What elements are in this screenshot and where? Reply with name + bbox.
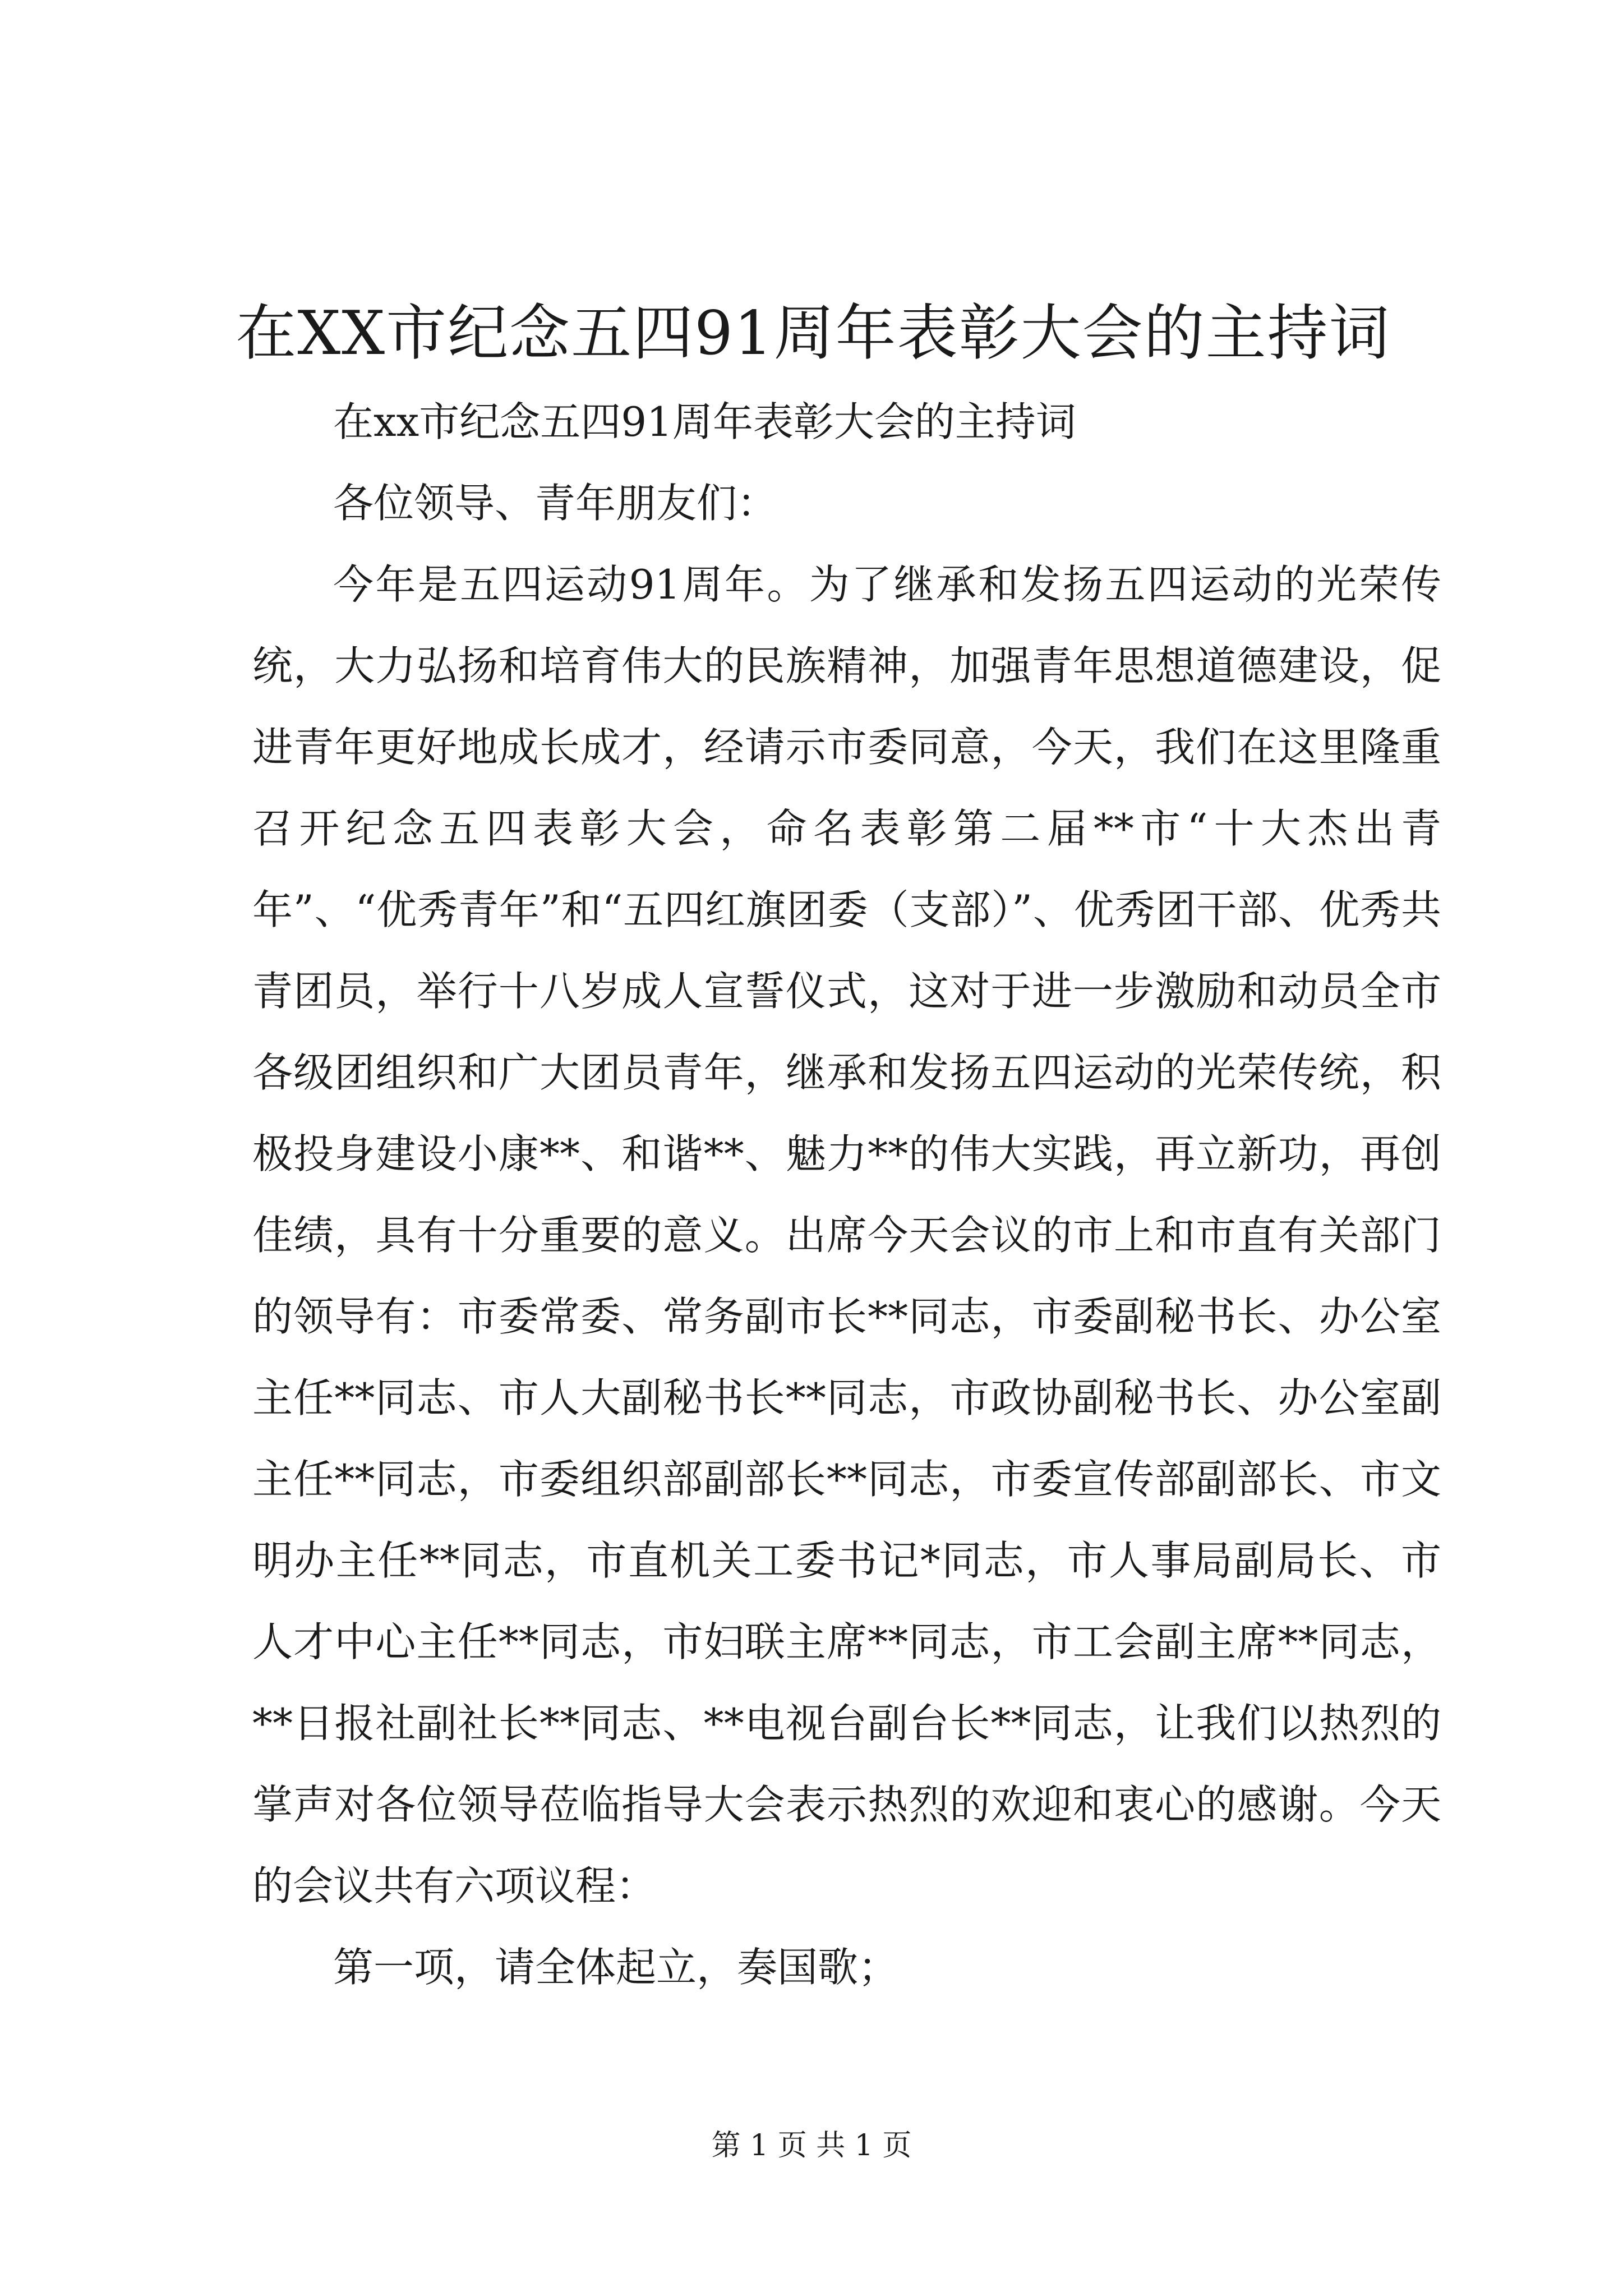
document-body	[252, 381, 1441, 2008]
document-title: 在XX市纪念五四91周年表彰大会的主持词	[236, 298, 1391, 369]
page-footer: 第 1 页 共 1 页	[711, 2129, 912, 2162]
paragraph-agenda-item-1: 第一项，请全体起立，奏国歌；	[333, 1944, 899, 1991]
paragraph-salutation: 各位领导、青年朋友们：	[333, 480, 778, 527]
paragraph-subtitle: 在xx市纪念五四91周年表彰大会的主持词	[333, 398, 1076, 445]
paragraph-main: 今年是五四运动91周年。为了继承和发扬五四运动的光荣传统，大力弘扬和培育伟大的民族精神，加强青年思想道德建设，促进青年更好地成长成才，经请示市委同意，今天，我们在这里隆重召开纪念五四表彰大会，命名表彰第二届**市“十大杰出青年”、“优秀青年”和“五四红旗团委（支部）”、优秀团干部、优秀共青团员，举行十八岁成人宣誓仪式，这对于进一步激励和动员全市各级团组织和广大团员青年，继承和发扬五四运动的光荣传统，积极投身建设小康**、和谐**、魅力**的伟大实践，再立新功，再创佳绩，具有十分重要的意义。出席今天会议的市上和市直有关部门的领导有：市委常委、常务副市长**同志，市委副秘书长、办公室主任**同志、市人大副秘书长**同志，市政协副秘书长、办公室副主任**同志，市委组织部副部长**同志，市委宣传部副部长、市文明办主任**同志，市直机关工委书记*同志，市人事局副局长、市人才中心主任**同志，市妇联主席**同志，市工会副主席**同志，**日报社副社长**同志、**电视台副台长**同志，让我们以热烈的掌声对各位领导莅临指导大会表示热烈的欢迎和衷心的感谢。今天的会议共有六项议程：	[252, 561, 1441, 1910]
